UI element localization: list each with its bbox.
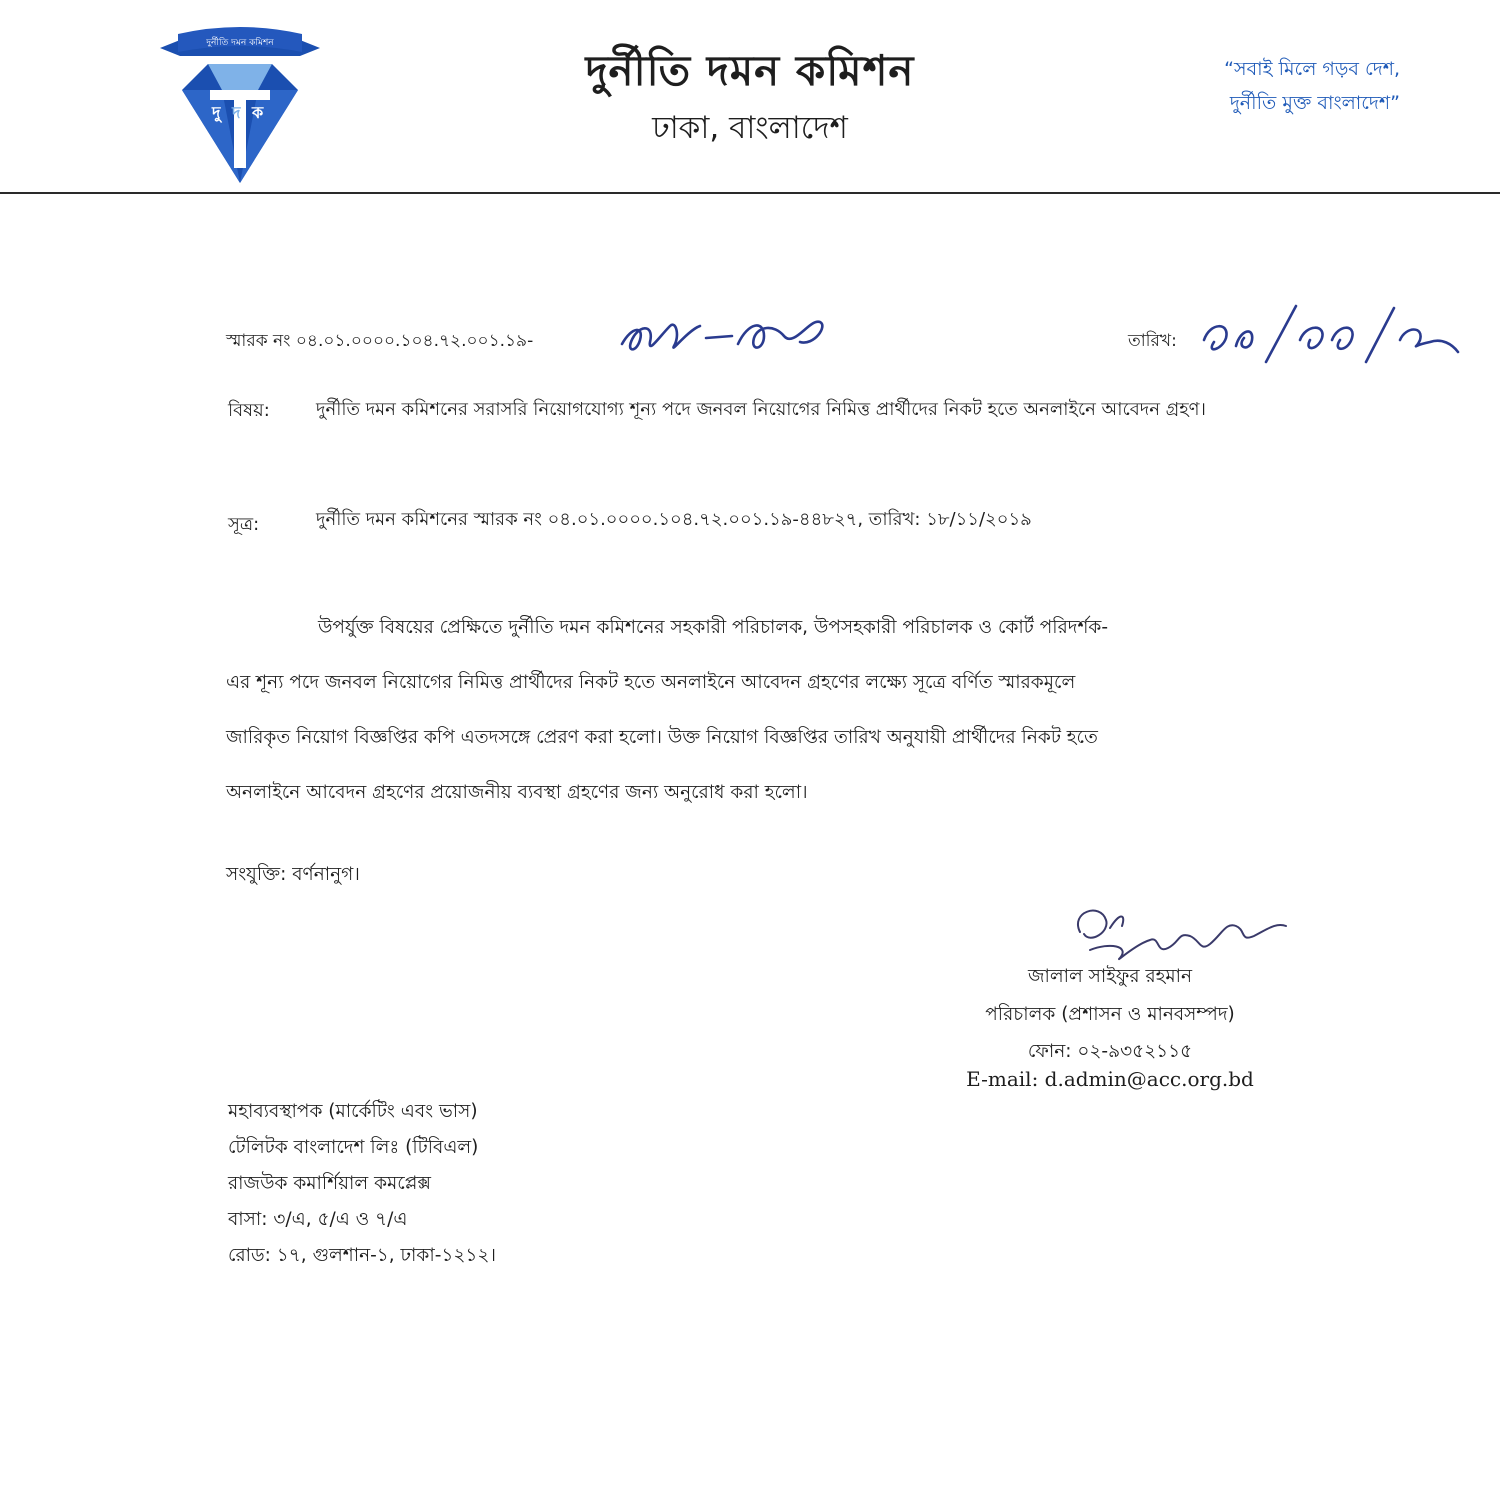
slogan-line-2: দুর্নীতি মুক্ত বাংলাদেশ” [1229, 92, 1400, 114]
recipient-line-4: বাসা: ৩/এ, ৫/এ ও ৭/এ [228, 1209, 408, 1230]
reference-label: সূত্র: [228, 514, 260, 535]
recipient-line-2: টেলিটক বাংলাদেশ লিঃ (টিবিএল) [228, 1137, 479, 1158]
memo-number-handwritten [614, 296, 844, 366]
memo-number: স্মারক নং ০৪.০১.০০০০.১০৪.৭২.০০১.১৯- [226, 331, 534, 351]
subject-text: দুর্নীতি দমন কমিশনের সরাসরি নিয়োগযোগ্য শূন্য পদে জনবল নিয়োগের নিমিত্ত প্রার্থীদের নিকট হতে অনলাইনে আবেদন গ্রহণ। [316, 399, 1206, 420]
svg-text:ক: ক [252, 103, 264, 122]
recipient-address [228, 1094, 496, 1274]
date-handwritten [1196, 296, 1466, 374]
signature [1050, 892, 1310, 972]
slogan [1110, 52, 1400, 120]
svg-text:দ: দ [232, 103, 241, 122]
signatory-email: E-mail: d.admin@acc.org.bd [966, 1067, 1254, 1091]
body-line-3: জারিকৃত নিয়োগ বিজ্ঞপ্তির কপি এতদসঙ্গে প্রেরণ করা হলো। উক্ত নিয়োগ বিজ্ঞপ্তির তারিখ অনুযায়ী প্রার্থীদের নিকট হতে [226, 727, 1098, 748]
body-paragraph [226, 600, 1366, 820]
recipient-line-5: রোড: ১৭, গুলশান-১, ঢাকা-১২১২। [228, 1245, 497, 1266]
recipient-line-3: রাজউক কমার্শিয়াল কমপ্লেক্স [228, 1173, 431, 1194]
handwritten-date-icon [1196, 296, 1466, 374]
svg-text:দু: দু [212, 103, 221, 122]
reference-text: দুর্নীতি দমন কমিশনের স্মারক নং ০৪.০১.০০০০.১০৪.৭২.০০১.১৯-৪৪৮২৭, তারিখ: ১৮/১১/২০১৯ [316, 509, 1032, 530]
header-divider [0, 192, 1500, 194]
signature-icon [1050, 892, 1310, 972]
slogan-line-1: “সবাই মিলে গড়ব দেশ, [1224, 58, 1400, 80]
handwritten-number-icon [614, 296, 844, 366]
subject-label: বিষয়: [228, 400, 270, 421]
body-line-1: উপর্যুক্ত বিষয়ের প্রেক্ষিতে দুর্নীতি দমন কমিশনের সহকারী পরিচালক, উপসহকারী পরিচালক ও কোর্ট পরিদর্শক- [318, 617, 1109, 638]
signatory-name: জালাল সাইফুর রহমান [1027, 966, 1193, 987]
attachment-note: সংযুক্তি: বর্ণনানুগ। [226, 864, 360, 885]
body-line-4: অনলাইনে আবেদন গ্রহণের প্রয়োজনীয় ব্যবস্থা গ্রহণের জন্য অনুরোধ করা হলো। [226, 782, 808, 803]
signatory-phone: ফোন: ০২-৯৩৫২১১৫ [1027, 1041, 1193, 1062]
svg-text:দুর্নীতি দমন কমিশন: দুর্নীতি দমন কমিশন [206, 38, 274, 48]
signatory-designation: পরিচালক (প্রশাসন ও মানবসম্পদ) [985, 1004, 1235, 1025]
org-location: ঢাকা, বাংলাদেশ [652, 110, 848, 146]
recipient-line-1: মহাব্যবস্থাপক (মার্কেটিং এবং ভাস) [228, 1101, 478, 1122]
body-line-2: এর শূন্য পদে জনবল নিয়োগের নিমিত্ত প্রার্থীদের নিকট হতে অনলাইনে আবেদন গ্রহণের লক্ষ্যে সূত্রে বর্ণিত স্মারকমূলে [226, 672, 1076, 693]
org-title: দুর্নীতি দমন কমিশন [585, 46, 915, 95]
date-label: তারিখ: [1128, 331, 1177, 351]
